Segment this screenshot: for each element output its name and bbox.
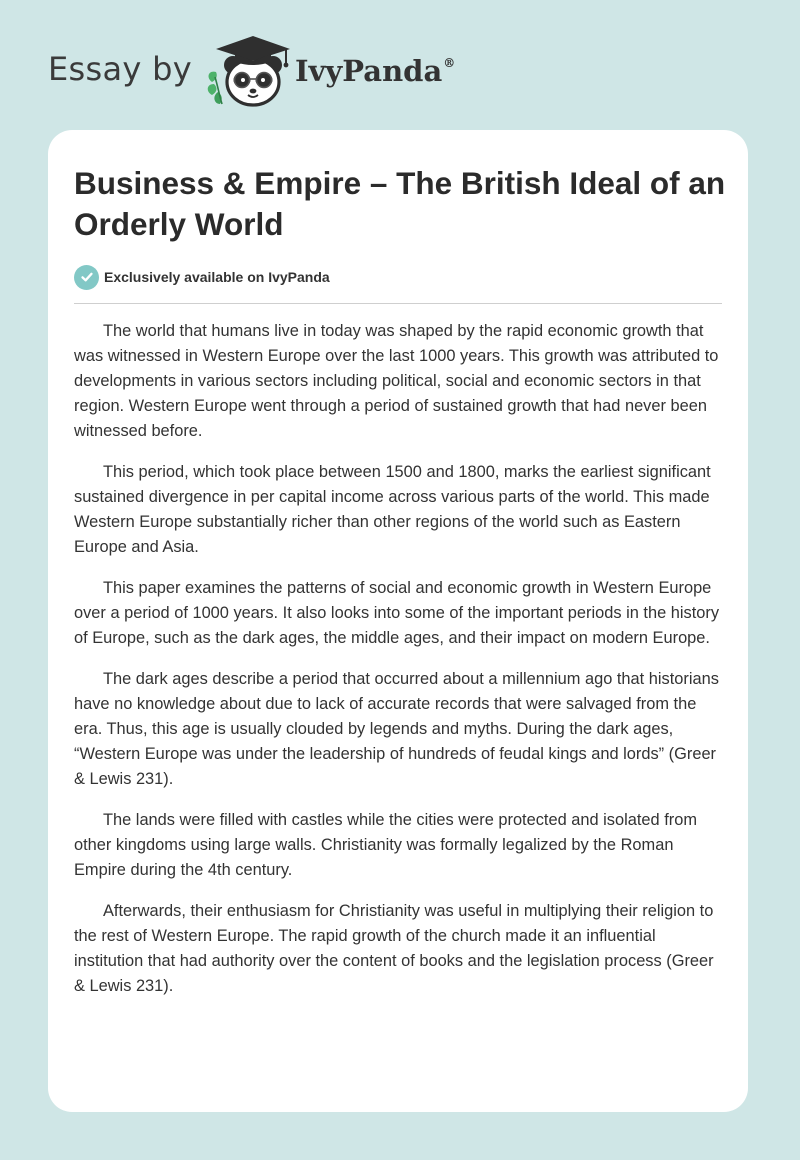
exclusive-label: Exclusively available on IvyPanda xyxy=(104,269,330,285)
ivy-leaf-icon xyxy=(208,72,222,104)
exclusive-badge xyxy=(74,264,330,290)
site-header xyxy=(48,30,752,114)
page-title: Business & Empire – The British Ideal of an Orderly World xyxy=(74,165,726,242)
brand-name xyxy=(295,54,455,88)
essay-body xyxy=(74,319,726,1015)
paragraph: The lands were filled with castles while the cities were protected and isolated from other kingdoms using large walls. Christianity was formally legalized by the Roman Empire during the 4th century. xyxy=(74,811,697,879)
essay-by-label: Essay by xyxy=(48,50,192,88)
brand-name-text: IvyPanda xyxy=(295,54,443,88)
panda-graduate-logo-icon xyxy=(202,32,294,110)
paragraph: The world that humans live in today was shaped by the rapid economic growth that was witnessed in Western Europe over the last 1000 years. This growth was attributed to developments in various sectors including political, social and economic sectors in that region. Western Europe went through a period of sustained growth that had never been witnessed before. xyxy=(74,322,719,440)
paragraph: The dark ages describe a period that occurred about a millennium ago that historians have no knowledge about due to lack of accurate records that were salvaged from the era. Thus, this age is usually clouded by legends and myths. During the dark ages, “Western Europe was under the leadership of hundreds of feudal kings and lords” (Greer & Lewis 231). xyxy=(74,670,719,788)
essay-card xyxy=(48,130,748,1112)
check-icon xyxy=(74,265,99,290)
paragraph: This paper examines the patterns of social and economic growth in Western Europe over a period of 1000 years. It also looks into some of the important periods in the history of Europe, such as the dark ages, the middle ages, and their impact on modern Europe. xyxy=(74,579,720,647)
registered-mark: ® xyxy=(443,56,456,70)
paragraph: Afterwards, their enthusiasm for Christianity was useful in multiplying their religion to the rest of Western Europe. The rapid growth of the church made it an influential institution that had authority over the content of books and the legislation process (Greer & Lewis 231). xyxy=(74,902,714,995)
paragraph: This period, which took place between 1500 and 1800, marks the earliest significant sustained divergence in per capital income across various parts of the world. This made Western Europe substantially richer than other regions of the world such as Eastern Europe and Asia. xyxy=(74,463,711,556)
divider xyxy=(74,303,722,304)
